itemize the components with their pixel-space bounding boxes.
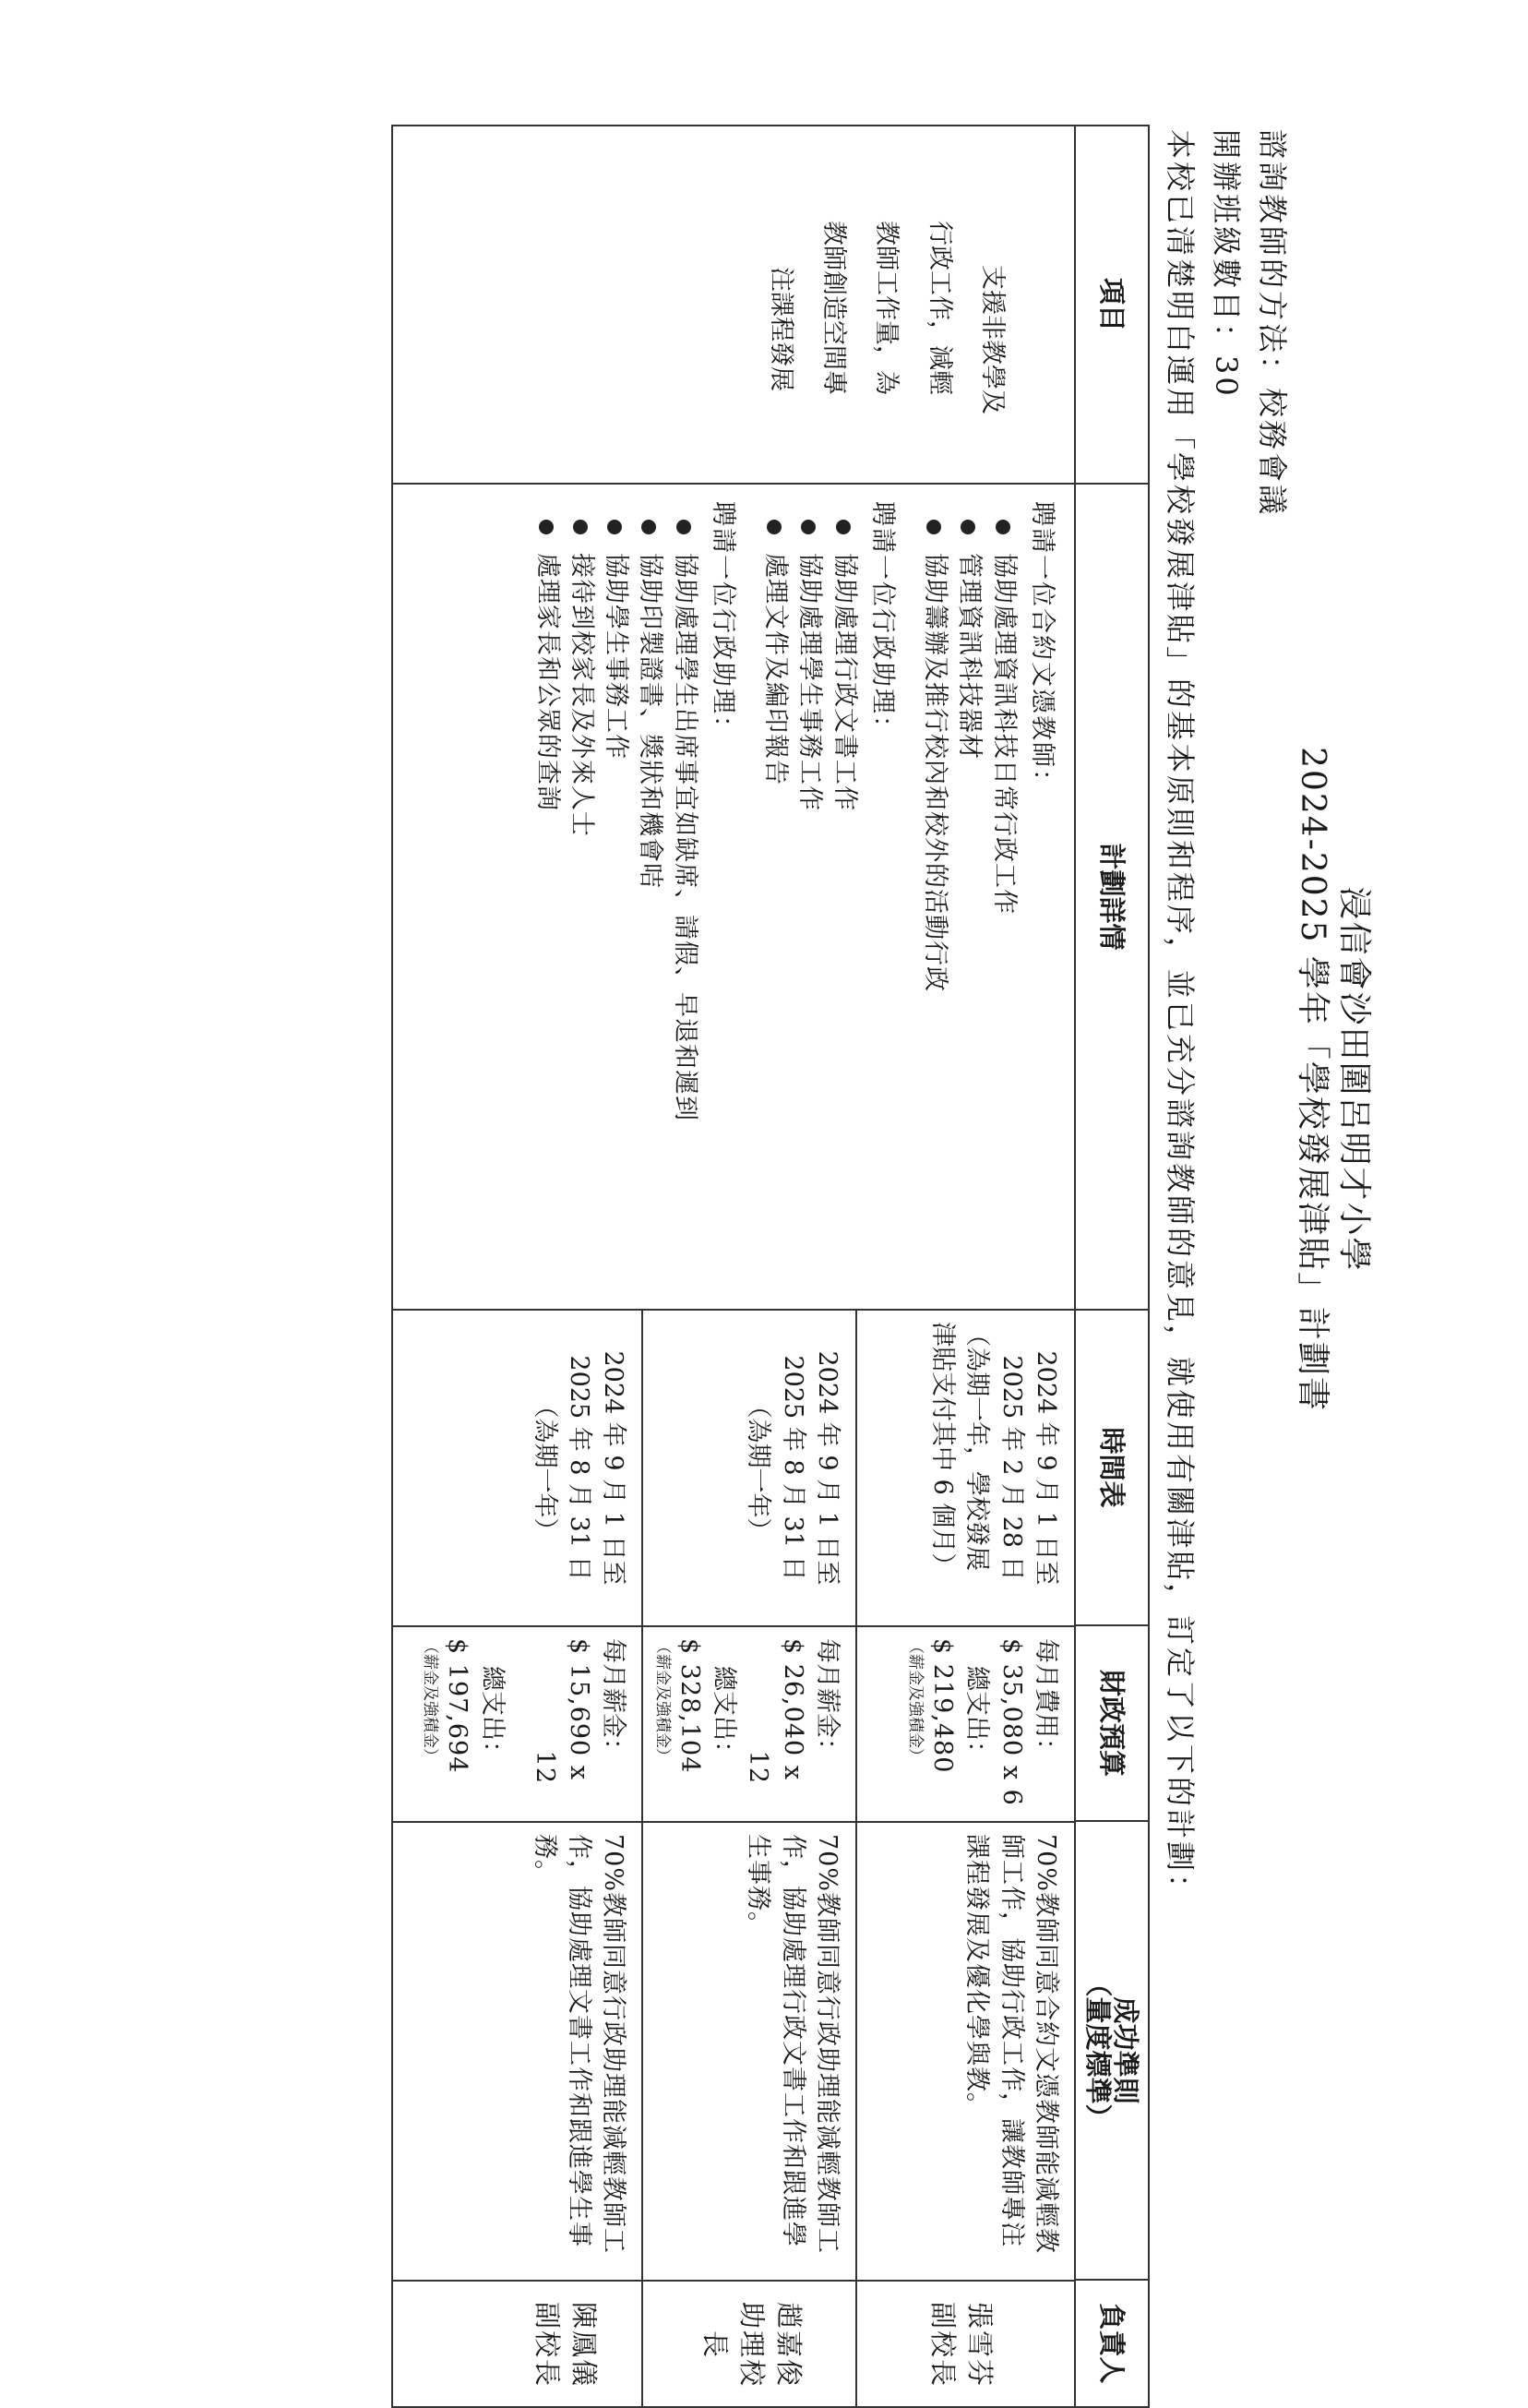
header-criteria-line1: 成功準則 (1110, 1996, 1142, 2104)
schedule-line: （為期一年） (530, 1393, 559, 1543)
list-item: 協助學生事務工作 (599, 501, 633, 1296)
item-line: 教師工作量，為 (872, 221, 901, 395)
schedule-line: 2024 年 9 月 1 日至 (813, 1350, 842, 1586)
bullet-icon (961, 520, 976, 534)
header-criteria (1075, 1821, 1149, 2280)
bullet-icon (676, 520, 691, 534)
list-item: 協助籌辦及推行校內和校外的活動行政 (918, 501, 952, 1296)
criteria-cell: 70%教師同意合約文憑教師能減輕教師工作，協助行政工作，讓教師專注課程發展及優化學與教。 (856, 1822, 1074, 2281)
bullet-icon (996, 520, 1010, 534)
budget-label: 每月薪金： (599, 1638, 628, 1763)
budget-label: 每月薪金： (813, 1638, 842, 1763)
list-item: 接待到校家長及外來人士 (565, 501, 599, 1296)
budget-total: $ 219,480 (928, 1638, 958, 1774)
detail-list (918, 501, 1021, 1296)
budget-note: （薪金及強積金） (421, 1638, 440, 1764)
list-item: 協助處理資訊科技日常行政工作 (987, 501, 1021, 1296)
budget-amount: $ 15,690 x (565, 1638, 594, 1781)
detail-label: 聘請一位行政助理： (709, 501, 737, 742)
budget-note: （薪金及強積金） (652, 1638, 672, 1764)
schedule-line: 2024 年 9 月 1 日至 (1032, 1350, 1060, 1586)
budget-cell (393, 1626, 642, 1822)
item-line: 行政工作，減輕 (925, 221, 954, 395)
bullet-icon (539, 520, 554, 534)
plan-title: 2024-2025 學年「學校發展津貼」計劃書 (1294, 747, 1331, 1412)
header-detail: 計劃詳情 (1075, 484, 1149, 1310)
intro-statement: 本校已清楚明白運用「學校發展津貼」的基本原則和程序，並已充分諮詢教師的意見，就使用有關津貼，訂定了以下的計劃： (1163, 129, 1198, 1907)
responsible-name: 陳鳳儀 (568, 2301, 601, 2388)
list-item: 協助處理學生事務工作 (793, 501, 827, 1296)
table-row (392, 126, 1075, 2407)
detail-list (758, 501, 862, 1296)
responsible-cell (856, 2281, 1074, 2408)
table-row (856, 1311, 1074, 2408)
responsible-title: 副校長 (926, 2301, 959, 2388)
detail-label: 聘請一位行政助理： (868, 501, 897, 742)
class-count: 開辦班級數目：30 (1209, 129, 1244, 399)
list-item: 協助印製證書、獎狀和機會咭 (633, 501, 667, 1296)
bullet-icon (926, 520, 941, 534)
budget-multiplier: 12 (530, 1750, 559, 1784)
budget-note: （薪金及強積金） (906, 1638, 925, 1764)
list-item: 協助處理學生出席事宜如缺席、請假、早退和遲到 (668, 501, 702, 1296)
table-row (393, 1311, 642, 2408)
budget-amount: $ 26,040 x (778, 1638, 807, 1781)
bullet-icon (767, 520, 782, 534)
detail-cell (392, 484, 1075, 1310)
responsible-cell (393, 2281, 642, 2408)
detail-label: 聘請一位合約文憑教師： (1028, 501, 1056, 796)
bullet-icon (607, 520, 622, 534)
table-row (642, 1311, 856, 2408)
schedule-line: 2025 年 2 月 28 日 (997, 1355, 1026, 1581)
header-budget: 財政預算 (1075, 1625, 1149, 1821)
bullet-icon (802, 520, 817, 534)
detail-block-3 (531, 501, 741, 1296)
bullet-icon (836, 520, 851, 534)
responsible-title: 副校長 (531, 2301, 564, 2388)
criteria-cell: 70%教師同意行政助理能減輕教師工作，協助處理文書工作和跟進學生事務。 (393, 1822, 642, 2281)
budget-total: $ 197,694 (443, 1638, 472, 1774)
detail-block-1 (918, 501, 1059, 1296)
budget-label: 每月費用： (1032, 1638, 1060, 1763)
header-item: 項目 (1075, 126, 1149, 484)
detail-list (531, 501, 702, 1296)
budget-total: $ 328,104 (675, 1638, 704, 1774)
schedule-line: 2025 年 8 月 31 日 (565, 1355, 594, 1581)
list-item: 管理資訊科技器材 (952, 501, 986, 1296)
budget-multiplier: 12 (744, 1750, 773, 1784)
school-name: 浸信會沙田圍呂明才小學 (1335, 886, 1373, 1273)
list-item: 處理文件及編印報告 (758, 501, 793, 1296)
schedule-line: 津貼支付其中 6 個月） (928, 1322, 958, 1578)
budget-amount: $ 35,080 x 6 (997, 1638, 1026, 1806)
schedule-cell (393, 1311, 642, 1626)
criteria-cell: 70%教師同意行政助理能減輕教師工作，協助處理行政文書工作和跟進學生事務。 (642, 1822, 856, 2281)
consultation-method: 諮詢教師的方法：校務會議 (1255, 129, 1290, 518)
responsible-name: 張雪芬 (964, 2301, 996, 2388)
bullet-icon (573, 520, 588, 534)
responsible-title: 助理校長 (698, 2301, 768, 2388)
budget-total-label: 總支出： (477, 1666, 507, 1766)
budget-total-label: 總支出： (710, 1666, 739, 1766)
item-line: 支援非教學及 (978, 265, 1007, 414)
schedule-cell (642, 1311, 856, 1626)
budget-cell (856, 1626, 1074, 1822)
detail-block-2 (758, 501, 900, 1296)
responsible-cell (642, 2281, 856, 2408)
header-criteria-line2: （量度標準） (1082, 1970, 1114, 2131)
budget-cell (642, 1626, 856, 1822)
schedule-line: 2025 年 8 月 31 日 (778, 1355, 807, 1581)
header-schedule: 時間表 (1075, 1310, 1149, 1625)
schedule-line: 2024 年 9 月 1 日至 (599, 1350, 628, 1586)
schedule-cell (856, 1311, 1074, 1626)
list-item: 協助處理行政文書工作 (828, 501, 862, 1296)
table-header-row (1075, 126, 1149, 2407)
plan-table (391, 125, 1150, 2408)
item-line: 教師創造空間專 (819, 221, 849, 395)
schedule-line: （為期一年） (744, 1393, 773, 1543)
item-line: 注課程發展 (767, 267, 795, 391)
row-group (392, 1310, 1075, 2407)
bullet-icon (642, 520, 657, 534)
row-subtable (393, 1311, 1074, 2408)
budget-total-label: 總支出： (962, 1666, 992, 1766)
header-responsible: 負責人 (1075, 2280, 1149, 2407)
schedule-line: （為期一年，學校發展 (962, 1322, 992, 1571)
list-item: 處理家長和公眾的查詢 (531, 501, 565, 1296)
responsible-name: 趙嘉俊 (773, 2301, 805, 2388)
item-cell (392, 126, 1075, 484)
